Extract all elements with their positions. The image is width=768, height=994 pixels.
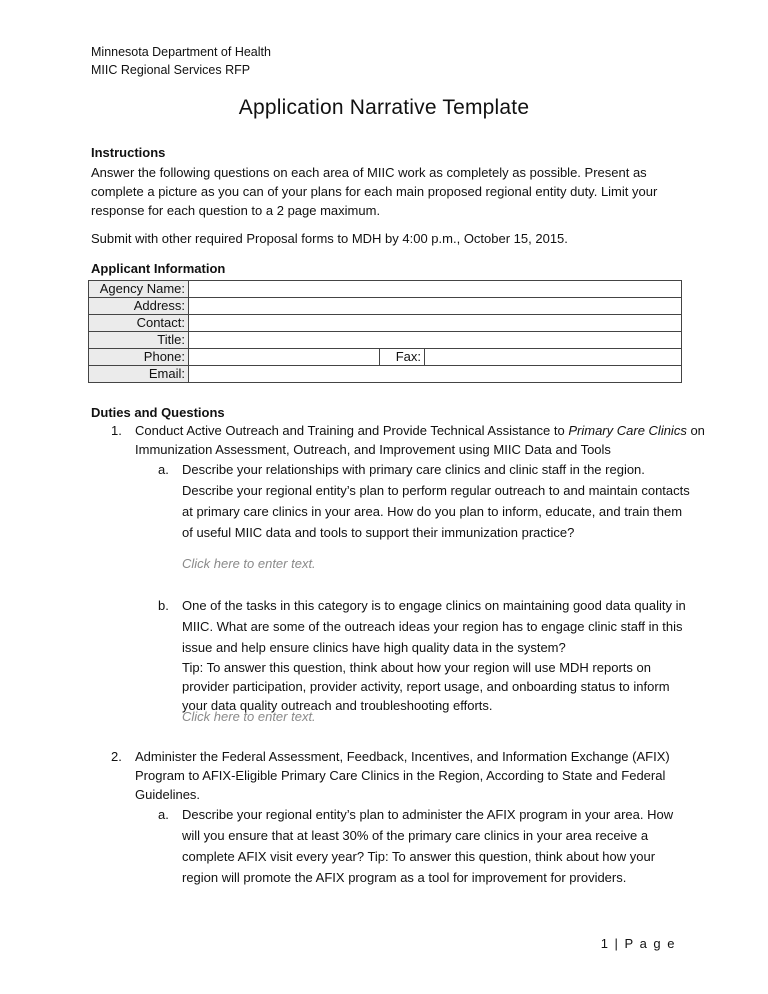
question-1b-text bbox=[182, 595, 692, 715]
submit-text: Submit with other required Proposal forms to MDH by 4:00 p.m., October 15, 2015. bbox=[91, 231, 568, 246]
contact-label: Contact: bbox=[89, 315, 189, 332]
applicant-info-table bbox=[88, 280, 682, 383]
question-1b-number: b. bbox=[158, 598, 169, 613]
phone-label: Phone: bbox=[89, 349, 189, 366]
question-1-text-b: on Immunization Assessment, Outreach, and Improvement using MIIC Data and Tools bbox=[135, 423, 705, 457]
duties-heading: Duties and Questions bbox=[91, 405, 225, 420]
document-title: Application Narrative Template bbox=[238, 96, 530, 119]
question-1-number: 1. bbox=[111, 423, 122, 438]
question-1-text-a: Conduct Active Outreach and Training and Provide Technical Assistance to bbox=[135, 423, 569, 438]
header-org: Minnesota Department of Health bbox=[91, 45, 271, 59]
email-field[interactable] bbox=[189, 366, 682, 383]
agency-name-label: Agency Name: bbox=[89, 281, 189, 298]
contact-field[interactable] bbox=[189, 315, 682, 332]
answer-1b-placeholder[interactable]: Click here to enter text. bbox=[182, 709, 316, 724]
question-2a-text: Describe your regional entity’s plan to administer the AFIX program in your area. How will you ensure that at least 30% of the primary care clinics in your area receive a complete AFIX visit every year? Tip: To answer this question, think about how your region will promote the AFIX program as a tool for improvement for providers. bbox=[182, 807, 674, 885]
address-field[interactable] bbox=[189, 298, 682, 315]
title-label: Title: bbox=[89, 332, 189, 349]
header-rfp: MIIC Regional Services RFP bbox=[91, 63, 251, 77]
agency-name-field[interactable] bbox=[189, 281, 682, 298]
phone-field[interactable] bbox=[189, 349, 380, 366]
instructions-heading: Instructions bbox=[91, 145, 166, 160]
question-1a-text: Describe your relationships with primary care clinics and clinic staff in the region. Describe your regional entity’s plan to perform regular outreach to and maintain contacts at primary care clinics in your area. How do you plan to inform, educate, and train them of useful MIIC data and tools to support their immunization practice? bbox=[182, 462, 690, 540]
question-1b-body: One of the tasks in this category is to engage clinics on maintaining good data quality in MIIC. What are some of the outreach ideas your region has to engage clinic staff in this issue and help ensure clinics have high quality data in the system? bbox=[182, 598, 686, 655]
applicant-heading: Applicant Information bbox=[91, 261, 226, 276]
question-2-number: 2. bbox=[111, 749, 122, 764]
question-1-text bbox=[135, 421, 705, 459]
running-header bbox=[91, 43, 271, 79]
fax-label: Fax: bbox=[380, 349, 425, 366]
question-2-text: Administer the Federal Assessment, Feedback, Incentives, and Information Exchange (AFIX) Program to AFIX-Eligible Primary Care Clinics in the Region, According to State and Federal Guidelines. bbox=[135, 749, 670, 802]
question-1-text-em: Primary Care Clinics bbox=[568, 423, 687, 438]
email-label: Email: bbox=[89, 366, 189, 383]
answer-1a-placeholder[interactable]: Click here to enter text. bbox=[182, 556, 316, 571]
title-field[interactable] bbox=[189, 332, 682, 349]
fax-field[interactable] bbox=[425, 349, 682, 366]
instructions-text: Answer the following questions on each area of MIIC work as completely as possible. Present as complete a picture as you can of your plans for each main proposed regional entity duty. Limit your response for each question to a 2 page maximum. bbox=[91, 165, 658, 218]
question-1a-number: a. bbox=[158, 462, 169, 477]
address-label: Address: bbox=[89, 298, 189, 315]
page-footer: 1 | P a g e bbox=[600, 936, 676, 951]
page-word: P a g e bbox=[624, 936, 676, 951]
question-2a-number: a. bbox=[158, 807, 169, 822]
page-number: 1 bbox=[600, 936, 610, 951]
question-1b-tip: Tip: To answer this question, think about how your region will use MDH reports on provider participation, provider activity, report usage, and onboarding status to inform your data quality outreach and troubleshooting efforts. bbox=[182, 660, 670, 713]
